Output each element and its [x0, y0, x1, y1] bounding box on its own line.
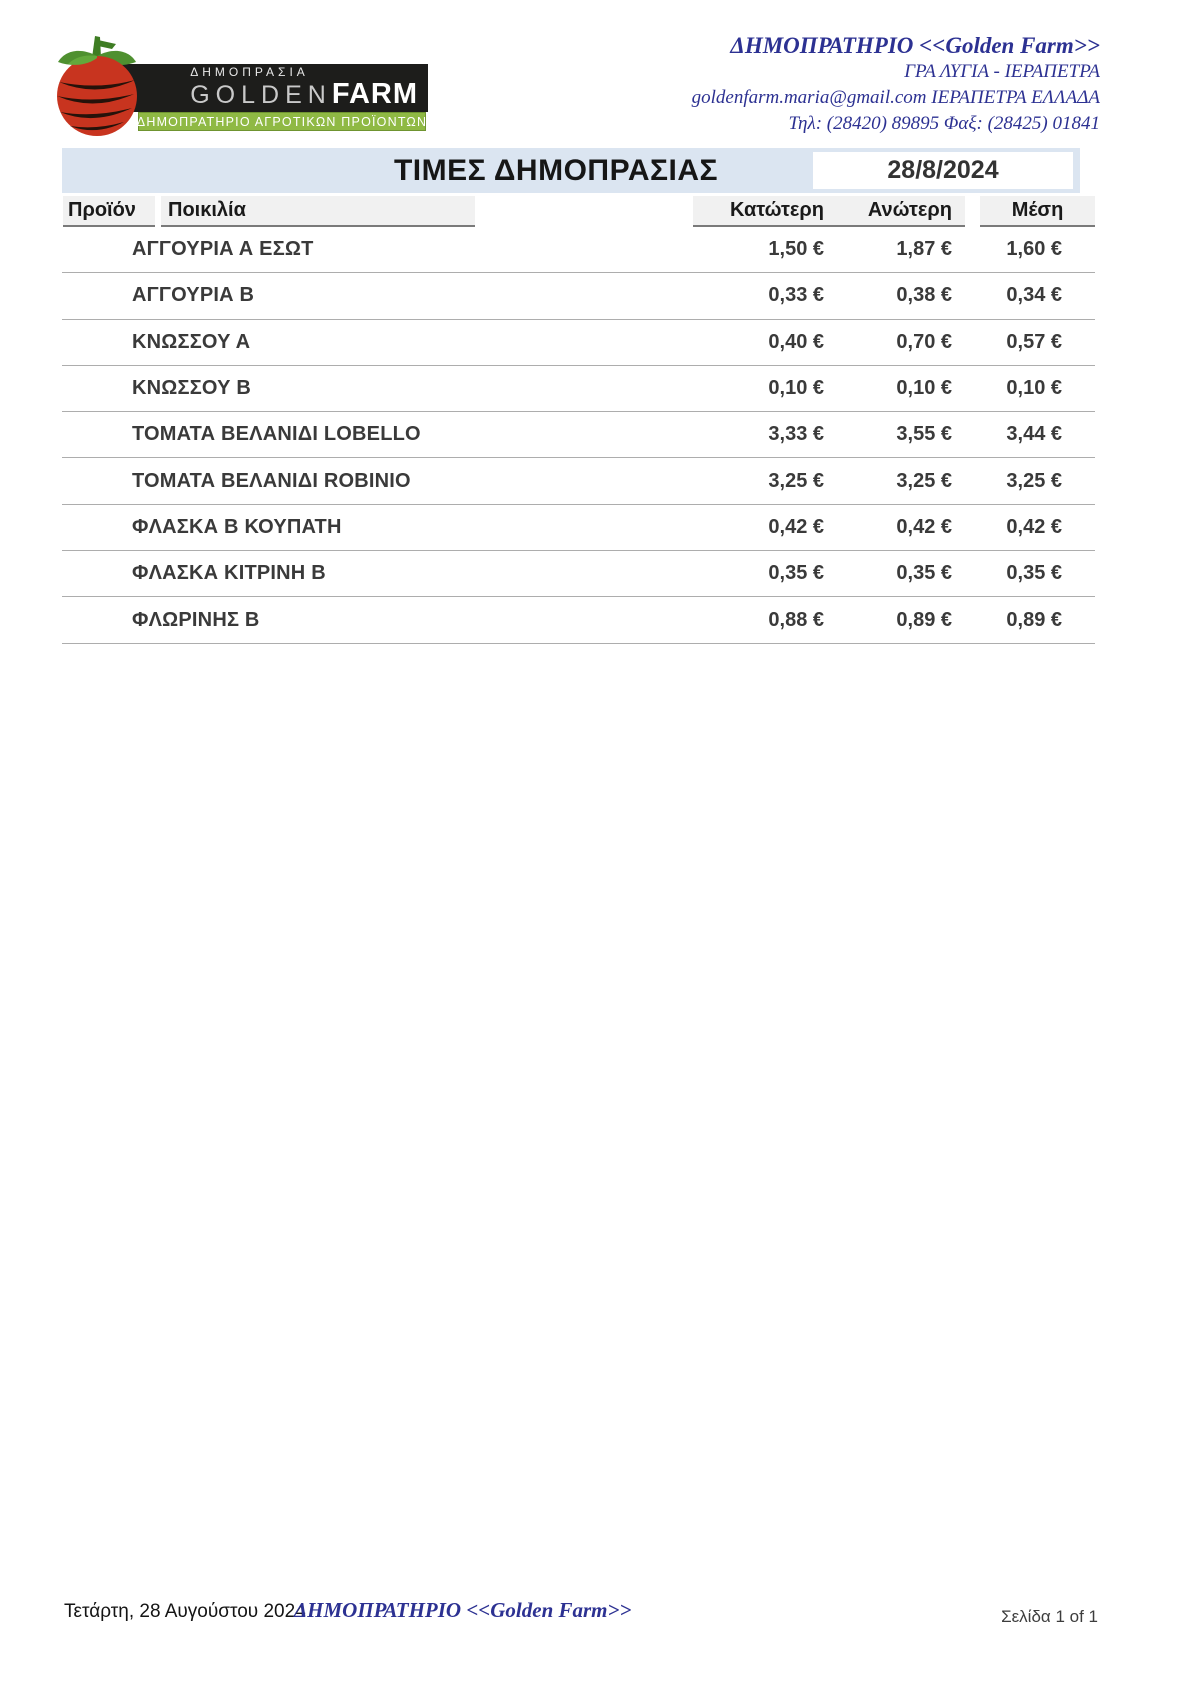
lowest-price-cell: 0,35 € — [768, 562, 824, 585]
highest-price-cell: 1,87 € — [896, 238, 952, 261]
letterhead-email: goldenfarm.maria@gmail.com ΙΕΡΑΠΕΤΡΑ ΕΛΛΑΔΑ — [691, 87, 1100, 108]
variety-cell: ΤΟΜΑΤΑ ΒΕΛΑΝΙΔΙ ROBINIO — [132, 469, 411, 492]
average-price-cell: 1,60 € — [1006, 238, 1062, 261]
logo-brand-farm: FARM — [331, 78, 418, 110]
lowest-price-cell: 0,10 € — [768, 377, 824, 400]
auction-date-box — [813, 152, 1073, 189]
logo-brand-golden: GOLDEN — [190, 81, 332, 109]
variety-cell: ΚΝΩΣΣΟΥ Β — [132, 377, 252, 400]
column-header-average: Μέση — [980, 196, 1095, 227]
variety-cell: ΑΓΓΟΥΡΙΑ Α ΕΣΩΤ — [132, 238, 314, 261]
table-row — [62, 412, 1095, 458]
table-row — [62, 320, 1095, 366]
lowest-price-cell: 3,33 € — [768, 423, 824, 446]
lowest-price-cell: 1,50 € — [768, 238, 824, 261]
price-table — [62, 227, 1095, 644]
logo-auction-label: ΔΗΜΟΠΡΑΣΙΑ — [190, 65, 309, 79]
lowest-price-cell: 0,88 € — [768, 608, 824, 631]
table-row — [62, 366, 1095, 412]
lowest-price-cell: 0,42 € — [768, 515, 824, 538]
footer-organization: ΔΗΜΟΠΡΑΤΗΡΙΟ <<Golden Farm>> — [294, 1598, 632, 1622]
highest-price-cell: 0,35 € — [896, 562, 952, 585]
average-price-cell: 3,25 € — [1006, 469, 1062, 492]
variety-cell: ΑΓΓΟΥΡΙΑ Β — [132, 284, 255, 307]
table-row — [62, 273, 1095, 319]
variety-cell: ΚΝΩΣΣΟΥ Α — [132, 330, 251, 353]
average-price-cell: 0,89 € — [1006, 608, 1062, 631]
variety-cell: ΤΟΜΑΤΑ ΒΕΛΑΝΙΔΙ LOBELLO — [132, 423, 421, 446]
average-price-cell: 0,57 € — [1006, 330, 1062, 353]
highest-price-cell: 0,10 € — [896, 377, 952, 400]
highest-price-cell: 3,55 € — [896, 423, 952, 446]
page-title: ΤΙΜΕΣ ΔΗΜΟΠΡΑΣΙΑΣ — [393, 153, 719, 187]
table-row — [62, 551, 1095, 597]
title-bar — [62, 148, 1080, 193]
column-header-product: Προϊόν — [63, 196, 155, 227]
logo-text-block — [190, 66, 418, 110]
table-row — [62, 597, 1095, 643]
letterhead-location: ΓΡΑ ΛΥΓΙΑ - ΙΕΡΑΠΕΤΡΑ — [904, 61, 1100, 82]
column-header-prices — [693, 196, 965, 227]
footer-page-number: Σελίδα 1 of 1 — [1001, 1607, 1098, 1626]
variety-cell: ΦΛΩΡΙΝΗΣ Β — [132, 608, 260, 631]
logo-tagline-text: ΔΗΜΟΠΡΑΤΗΡΙΟ ΑΓΡΟΤΙΚΩΝ ΠΡΟΪΟΝΤΩΝ — [136, 114, 428, 129]
letterhead — [480, 32, 1100, 137]
highest-price-cell: 3,25 € — [896, 469, 952, 492]
average-price-cell: 0,42 € — [1006, 515, 1062, 538]
variety-cell: ΦΛΑΣΚΑ Β ΚΟΥΠΑΤΗ — [132, 515, 342, 538]
lowest-price-cell: 0,40 € — [768, 330, 824, 353]
logo-tagline-strip — [138, 112, 426, 131]
table-row — [62, 227, 1095, 273]
column-header-highest: Ανώτερη — [867, 199, 952, 221]
highest-price-cell: 0,89 € — [896, 608, 952, 631]
auction-date: 28/8/2024 — [887, 156, 999, 184]
logo-brand-row — [190, 79, 418, 110]
lowest-price-cell: 3,25 € — [768, 469, 824, 492]
highest-price-cell: 0,70 € — [896, 330, 952, 353]
variety-cell: ΦΛΑΣΚΑ ΚΙΤΡΙΝΗ Β — [132, 562, 326, 585]
highest-price-cell: 0,38 € — [896, 284, 952, 307]
column-header-lowest: Κατώτερη — [730, 199, 824, 221]
average-price-cell: 0,34 € — [1006, 284, 1062, 307]
table-row — [62, 458, 1095, 504]
footer-print-date: Τετάρτη, 28 Αυγούστου 2024 — [64, 1601, 306, 1622]
column-header-variety: Ποικιλία — [161, 196, 475, 227]
average-price-cell: 3,44 € — [1006, 423, 1062, 446]
tomato-logo-icon — [54, 34, 140, 138]
letterhead-phone-fax: Τηλ: (28420) 89895 Φαξ: (28425) 01841 — [788, 113, 1100, 134]
table-row — [62, 505, 1095, 551]
letterhead-organization: ΔΗΜΟΠΡΑΤΗΡΙΟ <<Golden Farm>> — [730, 33, 1100, 58]
average-price-cell: 0,10 € — [1006, 377, 1062, 400]
lowest-price-cell: 0,33 € — [768, 284, 824, 307]
highest-price-cell: 0,42 € — [896, 515, 952, 538]
average-price-cell: 0,35 € — [1006, 562, 1062, 585]
